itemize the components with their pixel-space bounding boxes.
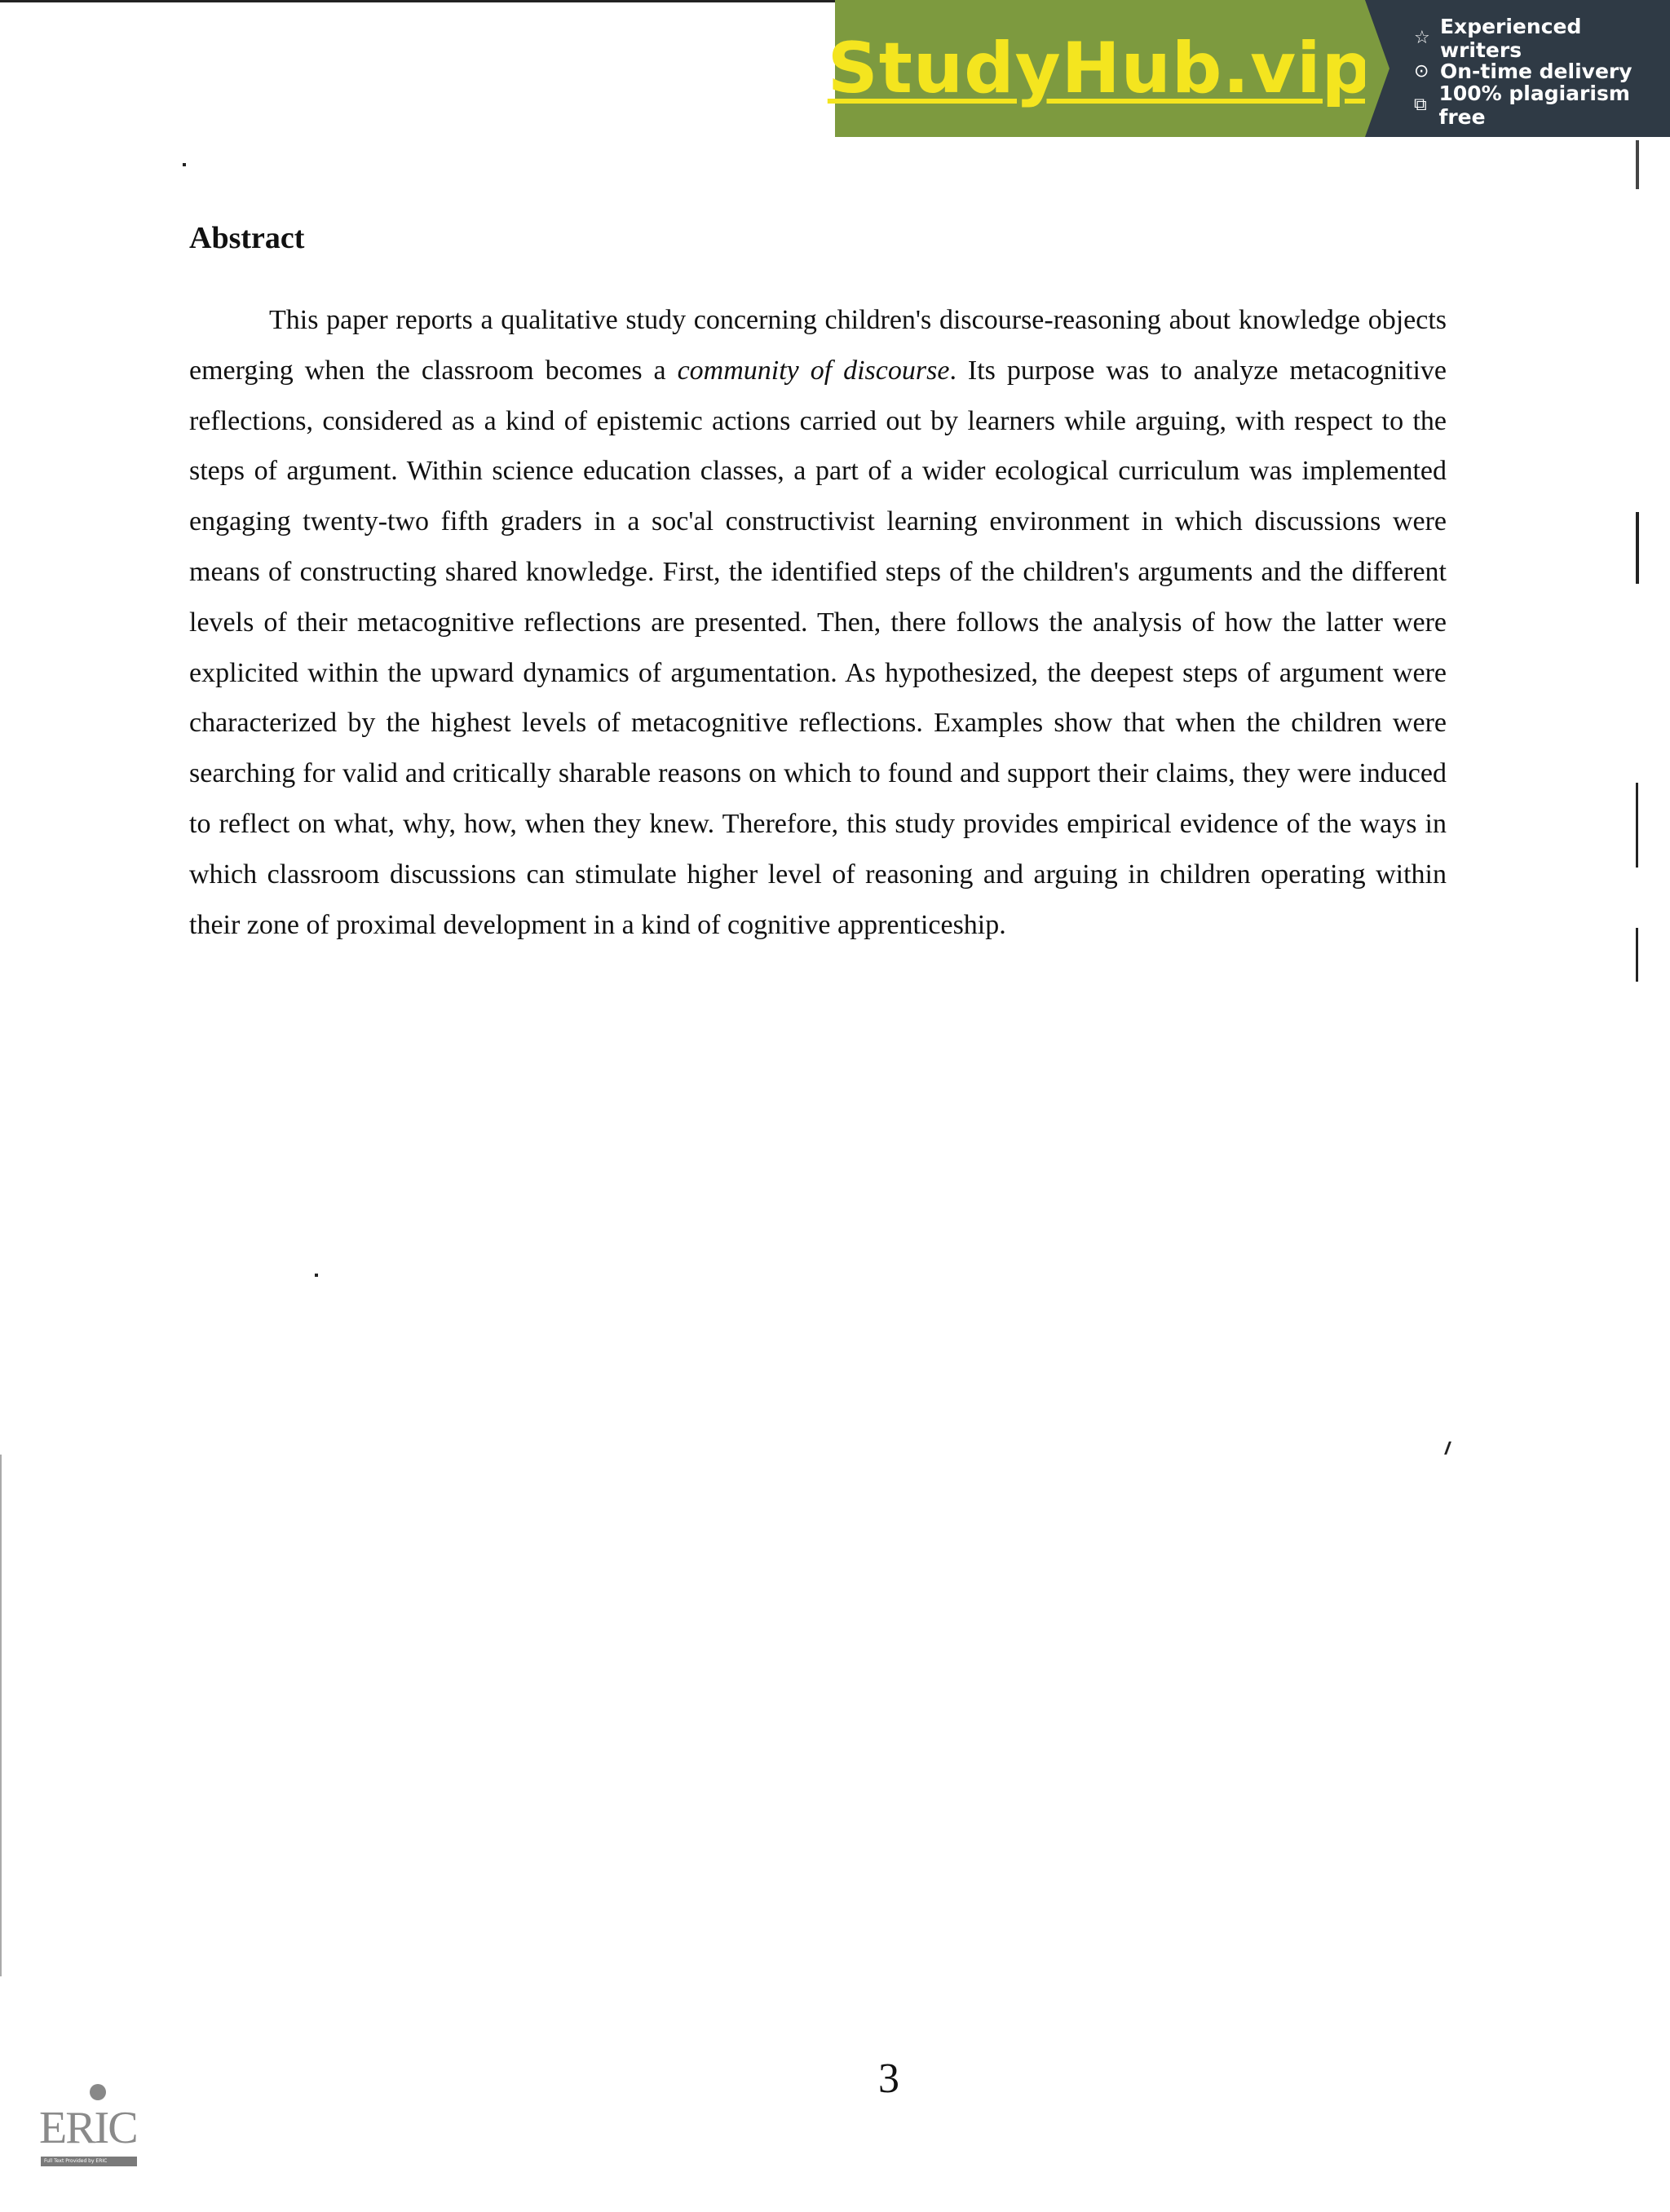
- scan-mark: [1636, 928, 1638, 982]
- eric-logo-tagline: Full Text Provided by ERIC: [41, 2157, 137, 2166]
- logo-text: StudyHub.vip: [827, 28, 1373, 109]
- feature-label: 100% plagiarism free: [1438, 81, 1630, 129]
- abstract-emphasis: community of discourse: [677, 355, 950, 386]
- section-heading: Abstract: [189, 221, 305, 255]
- abstract-paragraph: [189, 295, 1447, 950]
- eric-logo: [39, 2084, 140, 2169]
- scan-mark: [0, 1455, 2, 1976]
- feature-list: [1365, 0, 1670, 137]
- scan-mark: [1636, 512, 1639, 584]
- abstract-text: . Its purpose was to analyze metacognitive reflections, considered as a kind of epistemic actions carried out by learners while arguing, with respect to the steps of argument. Within science education classes, a part of a wider ecological curriculum was implemented engaging twenty-two fifth graders in a soc'al constructivist learning environment in which discussions were means of constructing shared knowledge. First, the identified steps of the children's arguments and the different levels of their metacognitive reflections are presented. Then, there follows the analysis of how the latter were explicited within the upward dynamics of argumentation. As hypothesized, the deepest steps of argument were characterized by the highest levels of metacognitive reflections. Examples show that when the children were searching for valid and critically sharable reasons on which to found and support their claims, they were induced to reflect on what, why, how, when they knew. Therefore, this study provides empirical evidence of the ways in which classroom discussions can stimulate higher level of reasoning and arguing in children operating within their zone of proximal development in a kind of cognitive apprenticeship.: [189, 355, 1447, 940]
- clock-icon: ⊙: [1414, 61, 1429, 82]
- studyhub-logo[interactable]: [827, 0, 1373, 137]
- scan-mark: [183, 163, 186, 166]
- eric-logo-dot: [90, 2084, 106, 2100]
- eric-logo-word: ERIC: [39, 2103, 137, 2153]
- scan-mark: [1444, 1442, 1451, 1455]
- feature-label: On-time delivery: [1440, 60, 1632, 83]
- copy-icon: ⧉: [1414, 95, 1427, 115]
- feature-label: Experienced writers: [1439, 14, 1582, 62]
- feature-item: [1414, 81, 1670, 129]
- feature-item: [1414, 14, 1670, 62]
- scan-edge-line: [0, 0, 848, 2]
- scan-mark: [1636, 140, 1639, 189]
- scan-mark: [315, 1274, 318, 1277]
- page-number: 3: [878, 2055, 899, 2102]
- scan-mark: [1636, 783, 1638, 868]
- studyhub-banner[interactable]: [827, 0, 1670, 137]
- abstract-text: This paper reports a qualitative study concerning children's discourse-reasoning about knowledge objects emerging when the classroom becomes a: [189, 305, 1447, 386]
- star-icon: ☆: [1414, 28, 1430, 48]
